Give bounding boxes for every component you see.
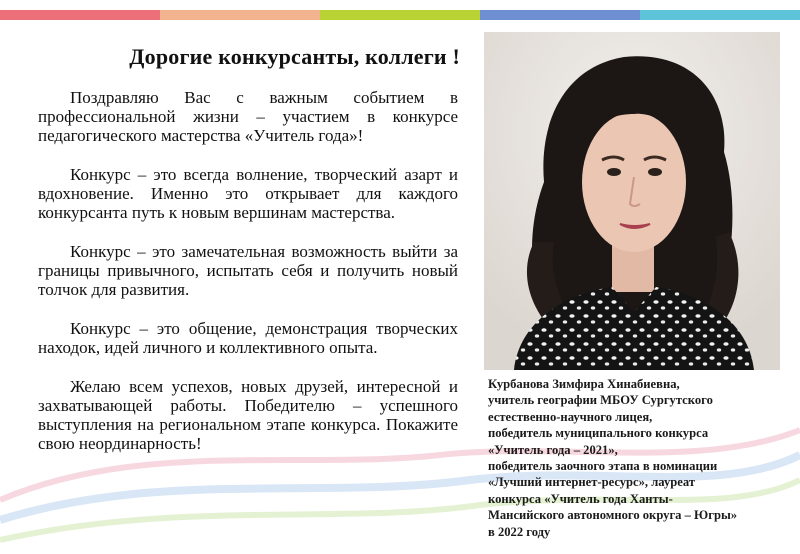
stripe-segment-blue <box>480 10 640 20</box>
page-title: Дорогие конкурсанты, коллеги ! <box>129 44 460 69</box>
caption-line: конкурса «Учитель года Ханты- <box>488 491 673 506</box>
portrait-photo <box>484 32 780 370</box>
greeting-text <box>38 88 458 473</box>
paragraph: Желаю всем успехов, новых друзей, интересной и захватывающей работы. Победителю – успешного выступления на региональном этапе конкурса. Покажите свою неординарность! <box>38 377 458 453</box>
stripe-segment-pink <box>0 10 160 20</box>
caption-line: победитель заочного этапа в номинации <box>488 459 718 474</box>
stripe-segment-green <box>320 10 480 20</box>
paragraph: Конкурс – это общение, демонстрация творческих находок, идей личного и коллективного опыта. <box>38 319 458 357</box>
caption-line: учитель географии МБОУ Сургутского <box>488 393 713 408</box>
paragraph: Конкурс – это замечательная возможность выйти за границы привычного, испытать себя и получить новый толчок для развития. <box>38 242 458 299</box>
caption-line: «Лучший интернет-ресурс», лауреат <box>488 475 696 490</box>
caption-line: Курбанова Зимфира Хинабиевна, <box>488 377 680 391</box>
caption-line: в 2022 году <box>488 524 551 539</box>
portrait-illustration <box>484 32 780 370</box>
photo-caption <box>488 376 788 540</box>
top-color-stripe <box>0 10 800 20</box>
caption-line: Мансийского автономного округа – Югры» <box>488 508 738 523</box>
caption-line: естественно-научного лицея, <box>488 409 653 424</box>
paragraph: Поздравляю Вас с важным событием в профессиональной жизни – участием в конкурсе педагогического мастерства «Учитель года»! <box>38 88 458 145</box>
stripe-segment-peach <box>160 10 320 20</box>
paragraph: Конкурс – это всегда волнение, творческий азарт и вдохновение. Именно это открывает для каждого конкурсанта путь к новым вершинам мастерства. <box>38 165 458 222</box>
caption-line: «Учитель года – 2021», <box>488 442 618 457</box>
caption-line: победитель муниципального конкурса <box>488 426 709 441</box>
stripe-segment-cyan <box>640 10 800 20</box>
